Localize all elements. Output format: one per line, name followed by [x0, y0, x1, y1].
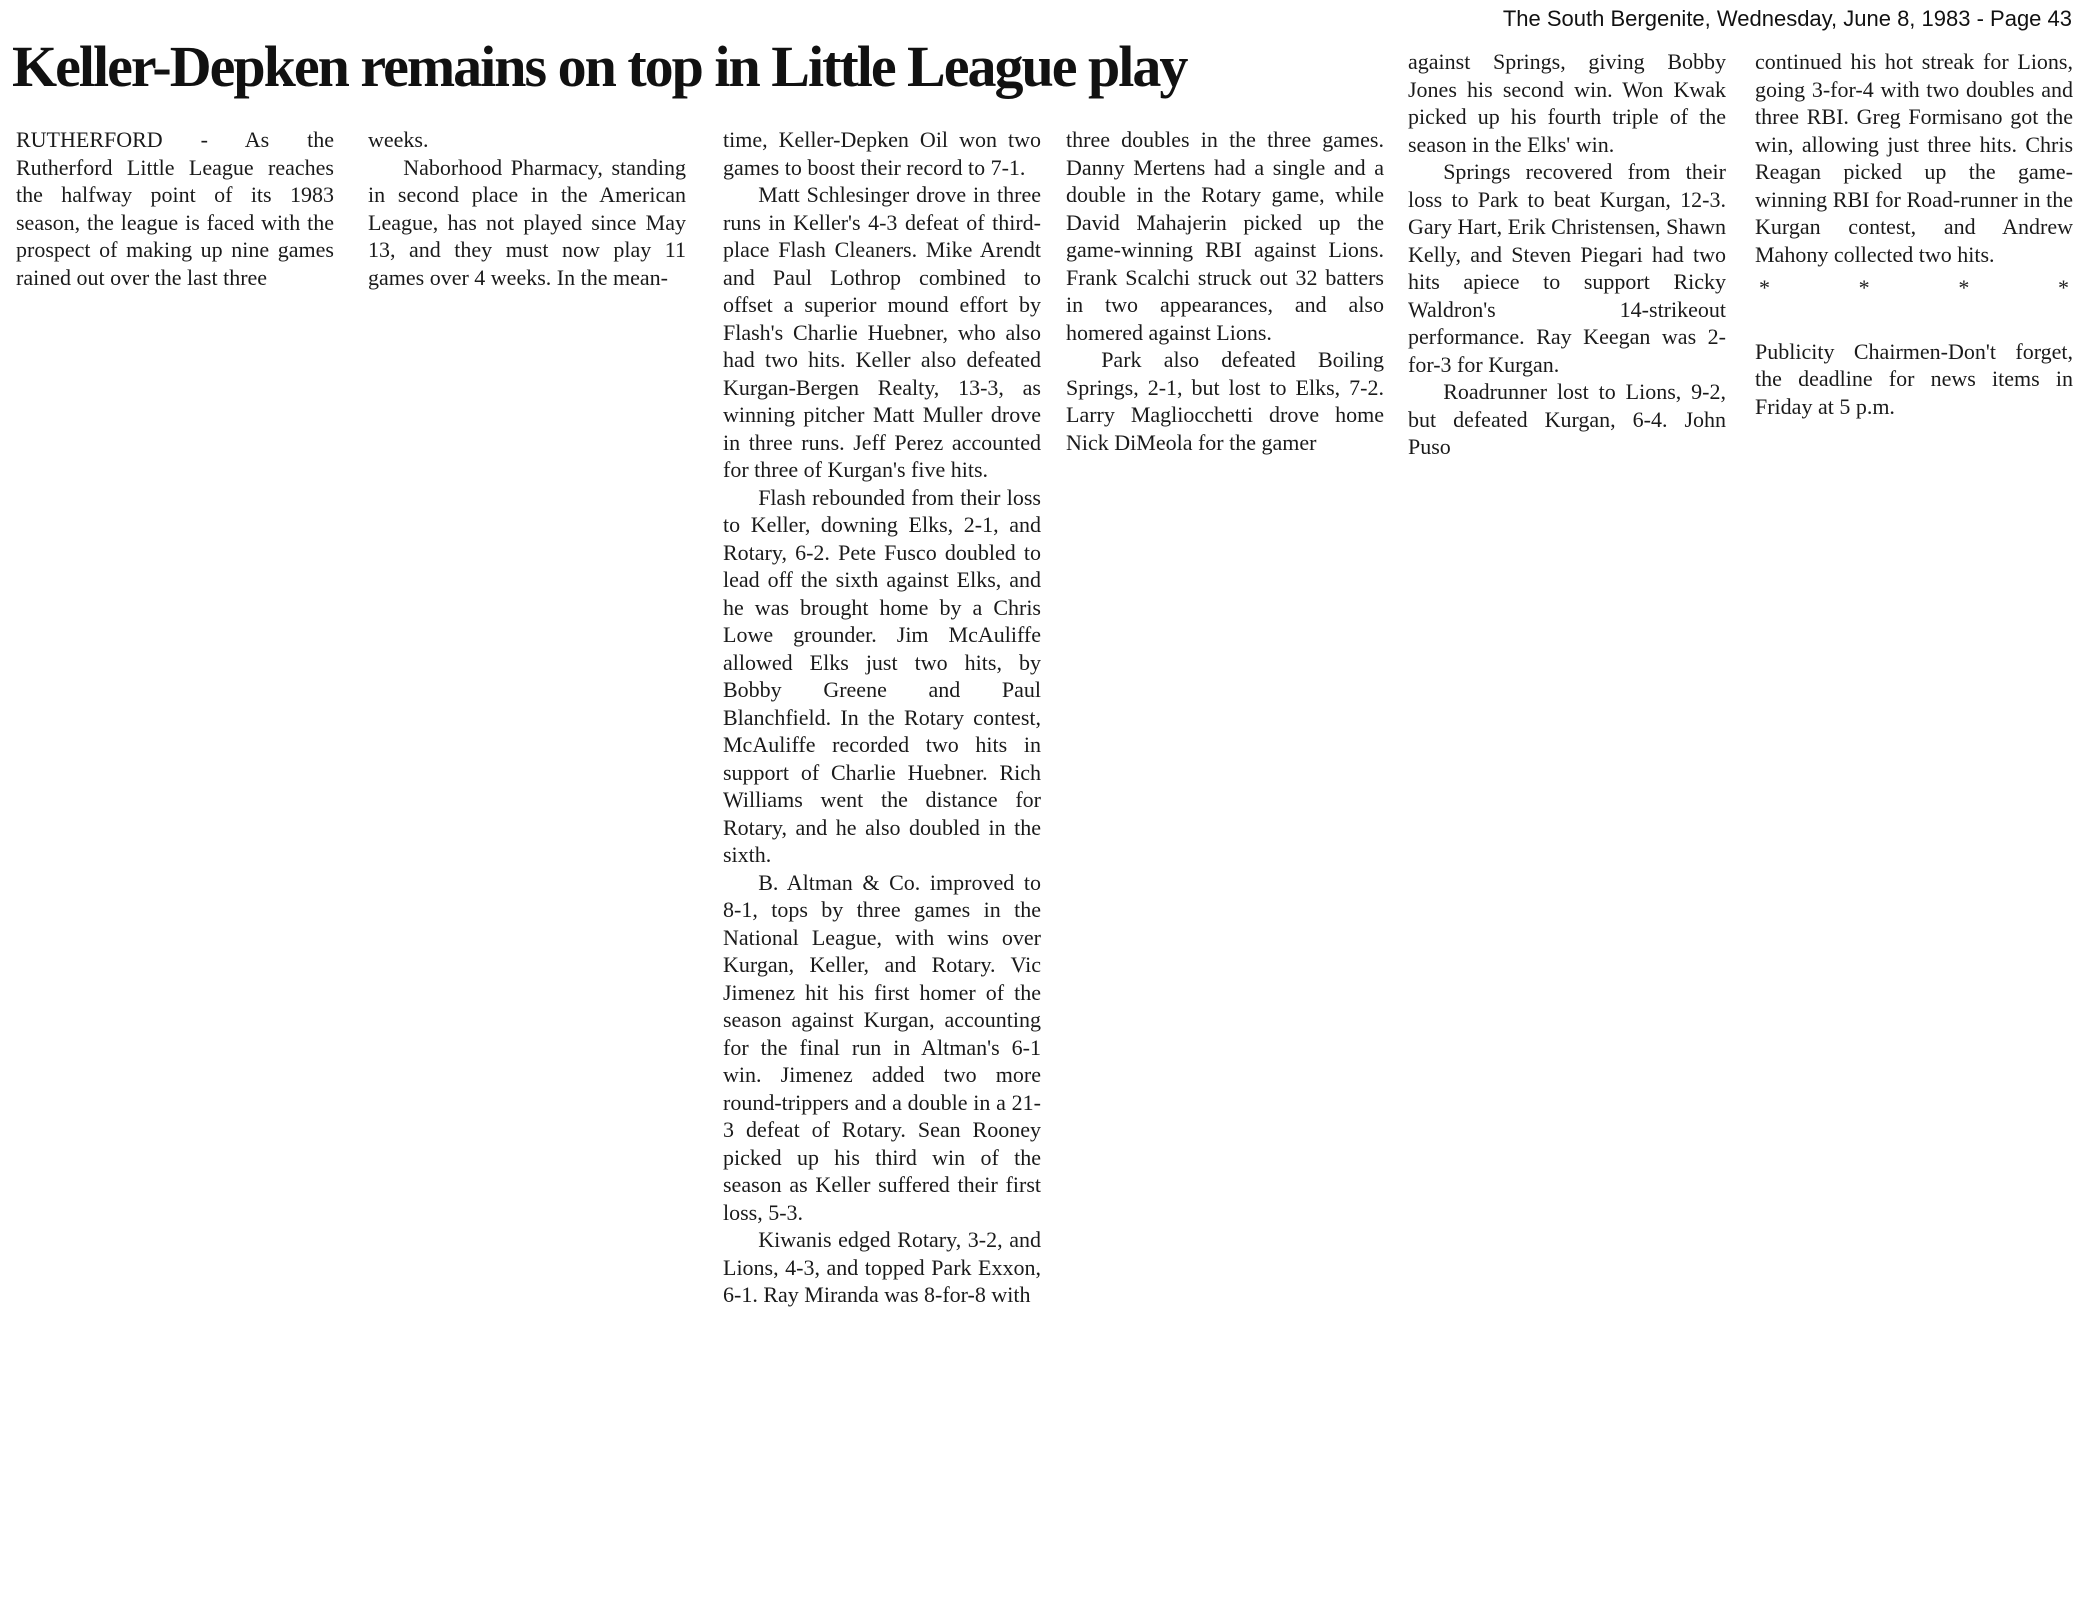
- paragraph: against Springs, giving Bobby Jones his second win. Won Kwak picked up his fourth triple of the season in the Elks' win.: [1408, 49, 1726, 157]
- paragraph: Park also defeated Boiling Springs, 2-1, but lost to Elks, 7-2. Larry Magliocchetti drove home Nick DiMeola for the gamer: [1066, 347, 1384, 455]
- paragraph: Kiwanis edged Rotary, 3-2, and Lions, 4-3, and topped Park Exxon, 6-1. Ray Miranda was 8-for-8 with: [723, 1227, 1041, 1307]
- masthead: The South Bergenite, Wednesday, June 8, 1983 - Page 43: [1502, 6, 2072, 31]
- paragraph: Flash rebounded from their loss to Keller, downing Elks, 2-1, and Rotary, 6-2. Pete Fusco doubled to lead off the sixth against Elks, and he was brought home by a Chris Lowe grounder. Jim McAuliffe allowed Elks just two hits, by Bobby Greene and Paul Blanchfield. In the Rotary contest, McAuliffe recorded two hits in support of Charlie Huebner. Rich Williams went the distance for Rotary, and he also doubled in the sixth.: [723, 484, 1041, 867]
- article-column-3: [723, 126, 1041, 1309]
- paragraph: three doubles in the three games. Danny Mertens had a single and a double in the Rotary game, while David Mahajerin picked up the game-winning RBI against Lions. Frank Scalchi struck out 32 batters in two appearances, and also homered against Lions.: [1066, 127, 1384, 345]
- article-column-1: [16, 126, 334, 291]
- paragraph: RUTHERFORD - As the Rutherford Little League reaches the halfway point of its 1983 season, the league is faced with the prospect of making up nine games rained out over the last three: [16, 127, 334, 290]
- paragraph: Springs recovered from their loss to Park to beat Kurgan, 12-3. Gary Hart, Erik Christensen, Shawn Kelly, and Steven Piegari had two hits apiece to support Ricky Waldron's 14-strikeout performance. Ray Keegan was 2-for-3 for Kurgan.: [1408, 159, 1726, 377]
- separator-star: *: [1759, 275, 1770, 300]
- article-column-6: [1755, 48, 2073, 420]
- deadline-notice: Publicity Chairmen-Don't forget, the deadline for news items in Friday at 5 p.m.: [1755, 338, 2073, 419]
- paragraph: continued his hot streak for Lions, going 3-for-4 with two doubles and three RBI. Greg Formisano got the win, allowing just three hits. Chris Reagan picked up the game-winning RBI for Road-runner in the Kurgan contest, and Andrew Mahony collected two hits.: [1755, 49, 2073, 267]
- paragraph: Roadrunner lost to Lions, 9-2, but defeated Kurgan, 6-4. John Puso: [1408, 379, 1726, 459]
- separator-star: *: [2057, 275, 2069, 300]
- paragraph: time, Keller-Depken Oil won two games to boost their record to 7-1.: [723, 127, 1041, 180]
- separator-star: *: [1958, 275, 1970, 300]
- paragraph: Matt Schlesinger drove in three runs in Keller's 4-3 defeat of third-place Flash Cleaners. Mike Arendt and Paul Lothrop combined to offset a superior mound effort by Flash's Charlie Huebner, who also had two hits. Keller also defeated Kurgan-Bergen Realty, 13-3, as winning pitcher Matt Muller drove in three runs. Jeff Perez accounted for three of Kurgan's five hits.: [723, 182, 1041, 482]
- article-column-4: [1066, 126, 1384, 456]
- article-column-5: [1408, 48, 1726, 461]
- article-column-2: [368, 126, 686, 291]
- paragraph: weeks.: [368, 127, 429, 152]
- headline: Keller-Depken remains on top in Little League play: [12, 34, 1187, 99]
- section-separator: [1759, 274, 2069, 302]
- paragraph: B. Altman & Co. improved to 8-1, tops by three games in the National League, with wins over Kurgan, Keller, and Rotary. Vic Jimenez hit his first homer of the season against Kurgan, accounting for the final run in Altman's 6-1 win. Jimenez added two more round-trippers and a double in a 21-3 defeat of Rotary. Sean Rooney picked up his third win of the season as Keller suffered their first loss, 5-3.: [723, 869, 1041, 1225]
- paragraph: Naborhood Pharmacy, standing in second place in the American League, has not played since May 13, and they must now play 11 games over 4 weeks. In the mean-: [368, 154, 686, 290]
- separator-star: *: [1858, 275, 1870, 300]
